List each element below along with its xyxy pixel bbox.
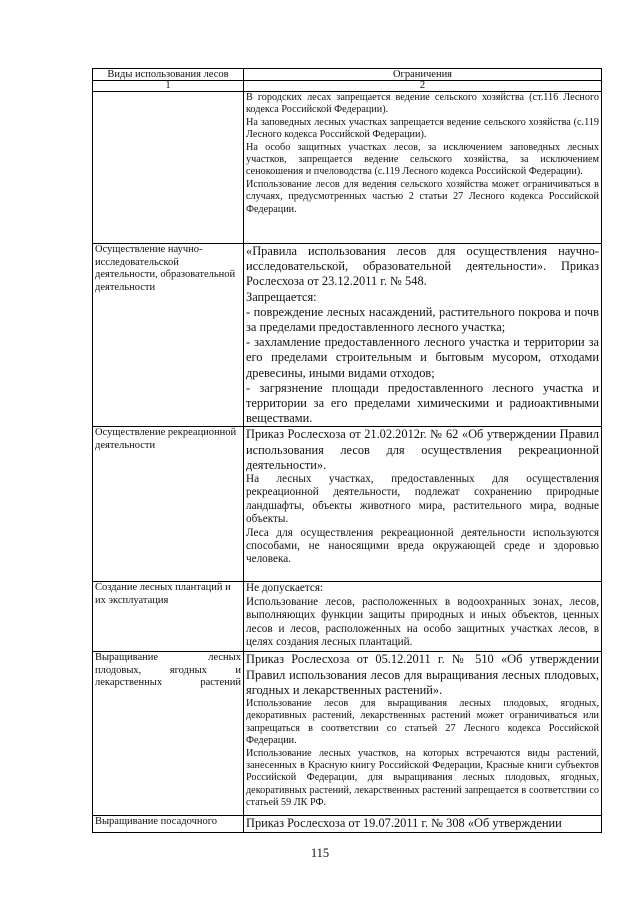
restriction-paragraph: Приказ Рослесхоза от 21.02.2012г. № 62 «Об утверждении Правил использования лесов для осуществления рекреационной деятельности». — [246, 427, 599, 472]
row-use-type: Осуществление рекреационной деятельности — [93, 427, 244, 582]
restriction-paragraph: Запрещается: — [246, 289, 317, 304]
row-restrictions — [244, 427, 602, 582]
header-forest-use-types: Виды использования лесов — [93, 69, 244, 81]
table-row — [93, 816, 602, 832]
restriction-paragraph: «Правила использования лесов для осуществления научно-исследовательской, образовательной деятельности». Приказ Рослесхоза от 23.12.2011 г. № 548. — [246, 244, 599, 289]
restriction-paragraph: На лесных участках, предоставленных для осуществления рекреационной деятельности, подлежат сохранению природные ландшафты, объекты животного мира, растительного мира, водные объекты. — [246, 473, 599, 526]
restriction-paragraph: В городских лесах запрещается ведение сельского хозяйства (ст.116 Лесного кодекса Российской Федерации). — [246, 92, 599, 116]
table-row — [93, 427, 602, 582]
row-restrictions — [244, 816, 602, 832]
restriction-paragraph: - загрязнение площади предоставленного лесного участка и территории за его пределами химическими и радиоактивными веществами. — [246, 380, 599, 426]
restriction-paragraph: Приказ Рослесхоза от 19.07.2011 г. № 308 «Об утверждении — [246, 816, 562, 831]
table-row — [93, 244, 602, 427]
restriction-paragraph: Использование лесов, расположенных в водоохранных зонах, лесов, выполняющих функции защиты природных и иных объектов, ценных лесов и лесов, расположенных на особо защитных участках лесов, в целях создания лесных плантаций. — [246, 595, 599, 649]
restriction-paragraph: Использование лесных участков, на которых встречаются виды растений, занесенных в Красную книгу Российской Федерации, Красные книги субъектов Российской Федерации, для выращивания лесных плодовых, ягодных, декоративных растений, лекарственных растений запрещается в соответствии со статьей 59 ЛК РФ. — [246, 747, 599, 809]
table-row — [93, 582, 602, 652]
row-restrictions — [244, 652, 602, 816]
column-number-1: 1 — [93, 81, 244, 92]
page-number: 115 — [310, 846, 330, 860]
row-use-type: Осуществление научно-исследовательской деятельности, образовательной деятельности — [93, 244, 244, 427]
table-row — [93, 92, 602, 244]
row-restrictions — [244, 92, 602, 244]
restriction-paragraph: Леса для осуществления рекреационной деятельности используются способами, не наносящими вреда окружающей среде и здоровью человека. — [246, 526, 599, 566]
restriction-paragraph: Не допускается: — [246, 582, 324, 595]
restriction-paragraph: На особо защитных участках лесов, за исключением заповедных лесных участков, запрещается ведение сельского хозяйства, за исключением сенокошения и пчеловодства (с.119 Лесного кодекса Российской Федерации). — [246, 141, 599, 178]
row-use-type: Выращивание лесных плодовых, ягодных и лекарственных растений — [93, 652, 244, 816]
restriction-paragraph: Приказ Рослесхоза от 05.12.2011 г. № 510 «Об утверждении Правил использования лесов для выращивания лесных плодовых, ягодных и лекарственных растений». — [246, 652, 599, 697]
row-use-type: Выращивание посадочного — [93, 816, 244, 832]
header-restrictions: Ограничения — [244, 69, 602, 81]
column-number-2: 2 — [244, 81, 602, 92]
restrictions-table — [92, 68, 602, 833]
restriction-paragraph: Использование лесов для выращивания лесных плодовых, ягодных, декоративных растений, лекарственных растений может ограничиваться или запрещаться в соответствии со статьей 27 Лесного кодекса Российской Федерации. — [246, 698, 599, 747]
restriction-paragraph: - повреждение лесных насаждений, растительного покрова и почв за пределами предоставленного лесного участка; — [246, 304, 599, 335]
table-row — [93, 652, 602, 816]
row-use-type: Создание лесных плантаций и их эксплуатация — [93, 582, 244, 652]
row-restrictions — [244, 244, 602, 427]
restriction-paragraph: На заповедных лесных участках запрещается ведение сельского хозяйства (с.119 Лесного кодекса Российской Федерации). — [246, 116, 599, 141]
row-restrictions — [244, 582, 602, 652]
table-header-row — [93, 69, 602, 81]
table-numbering-row — [93, 81, 602, 92]
restriction-paragraph: - захламление предоставленного лесного участка и территории за его пределами строительным и бытовым мусором, отходами древесины, иными видами отходов; — [246, 335, 599, 380]
restriction-paragraph: Использование лесов для ведения сельского хозяйства может ограничиваться в случаях, предусмотренных частью 2 статьи 27 Лесного кодекса Российской Федерации. — [246, 178, 599, 215]
row-use-type — [93, 92, 244, 244]
